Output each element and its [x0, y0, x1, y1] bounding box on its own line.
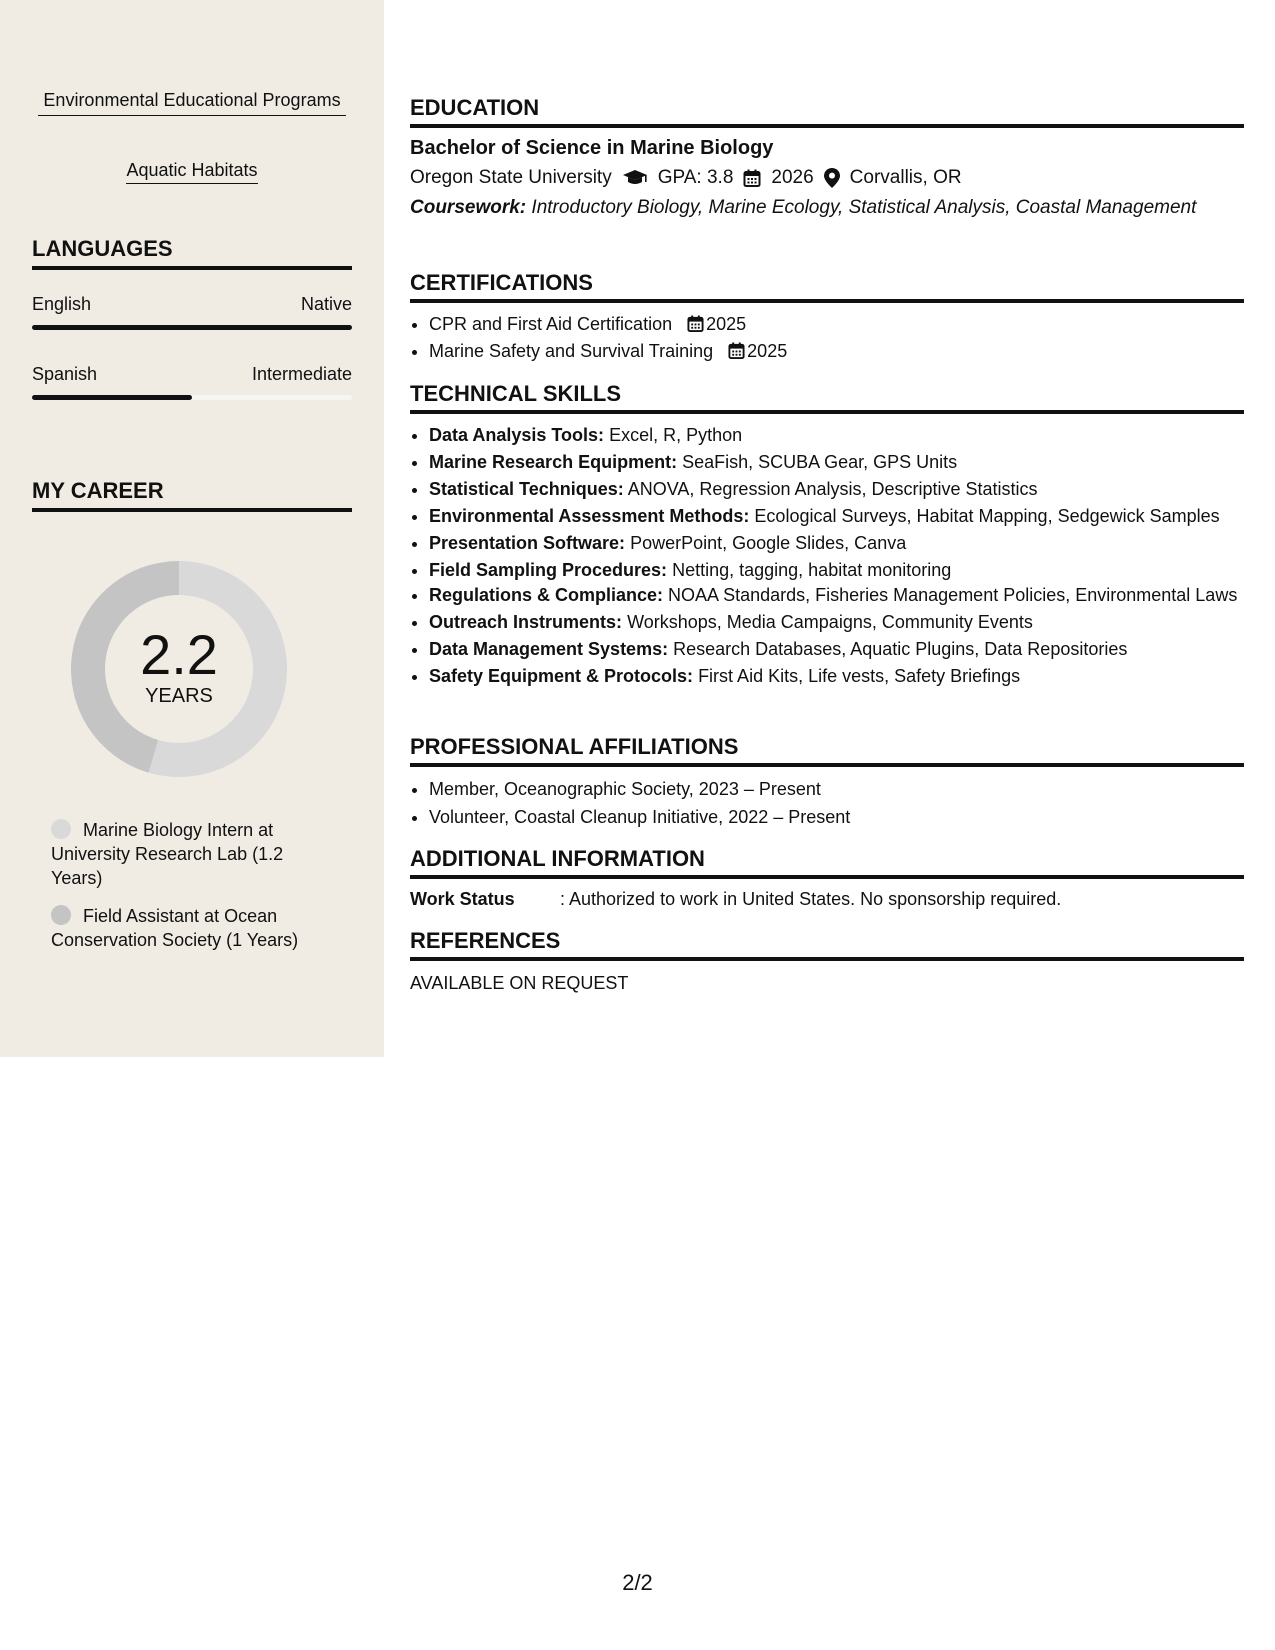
technical-skills-heading: TECHNICAL SKILLS [410, 381, 1244, 414]
additional-info-heading: ADDITIONAL INFORMATION [410, 846, 1244, 879]
career-donut-center [66, 556, 292, 782]
affiliation-item: • Member, Oceanographic Society, 2023 – Present [429, 775, 1244, 803]
skill-value: Excel, R, Python [609, 425, 743, 445]
skill-label: Statistical Techniques: [429, 478, 624, 499]
references-text: AVAILABLE ON REQUEST [410, 973, 629, 993]
legend-dot [51, 819, 71, 839]
certification-item [429, 338, 1244, 365]
skill-label: Environmental Assessment Methods: [429, 505, 750, 526]
affiliations-heading: PROFESSIONAL AFFILIATIONS [410, 734, 1244, 767]
skill-label: Data Analysis Tools: [429, 425, 605, 445]
career-legend-label: Marine Biology Intern at University Research Lab (1.2 Years) [51, 820, 284, 888]
affiliation-item: • Volunteer, Coastal Cleanup Initiative, 2022 – Present [429, 803, 1244, 831]
career-heading: MY CAREER [32, 478, 352, 512]
work-status-label: Work Status [410, 889, 515, 909]
skill-item [429, 557, 1244, 584]
work-status-row [410, 886, 1244, 913]
career-legend-item [51, 904, 331, 952]
career-legend-item [51, 818, 331, 890]
gpa: GPA: 3.8 [657, 167, 734, 188]
page-number: 2/2 [622, 1570, 653, 1595]
skill-item [429, 476, 1244, 503]
skill-label: Field Sampling Procedures: [429, 559, 668, 580]
certification-year: 2025 [747, 341, 788, 361]
certifications-list [410, 311, 1244, 365]
skill-label: Outreach Instruments: [429, 612, 623, 633]
language-proficiency-fill [32, 325, 352, 330]
skill-label: Regulations & Compliance: [429, 585, 664, 606]
technical-skills-list [410, 422, 1244, 690]
affiliations-list [410, 775, 1244, 831]
language-proficiency-bar [32, 395, 352, 400]
education-meta [410, 164, 1244, 191]
language-name: Spanish [32, 364, 98, 384]
skill-item [429, 609, 1244, 636]
coursework-list: Introductory Biology, Marine Ecology, Statistical Analysis, Coastal Management [531, 197, 1197, 218]
skill-value: Ecological Surveys, Habitat Mapping, Sedgewick Samples [754, 505, 1220, 526]
interest-label: Environmental Educational Programs [43, 90, 341, 110]
skill-item [429, 503, 1244, 530]
calendar-icon [728, 342, 745, 359]
skill-item [429, 583, 1244, 607]
location-pin-icon [824, 168, 840, 188]
interest-item [38, 88, 346, 116]
skill-label: Data Management Systems: [429, 639, 669, 660]
sidebar [0, 0, 384, 1057]
skill-value: NOAA Standards, Fisheries Management Policies, Environmental Laws [668, 585, 1238, 606]
skill-label: Safety Equipment & Protocols: [429, 666, 694, 687]
work-status-value: : Authorized to work in United States. No sponsorship required. [560, 889, 1062, 909]
language-proficiency-fill [32, 395, 192, 400]
skill-item [429, 449, 1244, 476]
language-level: Intermediate [251, 364, 352, 384]
coursework [410, 196, 1244, 220]
skill-label: Presentation Software: [429, 532, 626, 553]
school-location: Corvallis, OR [849, 167, 962, 188]
skill-label: Marine Research Equipment: [429, 451, 678, 472]
certification-name: CPR and First Aid Certification [429, 314, 673, 334]
skill-item [429, 422, 1244, 449]
language-name: English [32, 294, 92, 314]
certifications-heading: CERTIFICATIONS [410, 270, 1244, 303]
graduation-year: 2026 [771, 167, 814, 188]
career-years-unit: YEARS [145, 685, 213, 707]
school-name: Oregon State University [410, 167, 612, 188]
language-level: Native [300, 294, 352, 314]
calendar-icon [743, 169, 761, 187]
career-legend-label: Field Assistant at Ocean Conservation Society (1 Years) [51, 906, 299, 950]
skill-value: Netting, tagging, habitat monitoring [672, 559, 952, 580]
calendar-icon [687, 315, 704, 332]
skill-value: PowerPoint, Google Slides, Canva [630, 532, 907, 553]
skill-value: SeaFish, SCUBA Gear, GPS Units [682, 451, 958, 472]
language-row [32, 364, 352, 385]
skill-item [429, 663, 1244, 690]
coursework-label: Coursework: [410, 197, 527, 218]
languages-heading: LANGUAGES [32, 236, 352, 270]
skill-value: Workshops, Media Campaigns, Community Events [627, 612, 1033, 633]
education-heading: EDUCATION [410, 95, 1244, 128]
education-entry [410, 135, 1244, 220]
certification-item [429, 311, 1244, 338]
interest-item [38, 158, 346, 184]
certification-year: 2025 [706, 314, 747, 334]
certification-name: Marine Safety and Survival Training [429, 341, 714, 361]
references-heading: REFERENCES [410, 928, 1244, 961]
interest-divider [38, 115, 346, 116]
language-proficiency-bar [32, 325, 352, 330]
interest-label: Aquatic Habitats [126, 158, 257, 184]
skill-item [429, 636, 1244, 663]
skill-item [429, 530, 1244, 557]
graduation-cap-icon [622, 169, 648, 187]
degree-title: Bachelor of Science in Marine Biology [410, 137, 774, 159]
career-total-years: 2.2 [140, 623, 218, 686]
career-donut-chart [66, 556, 292, 782]
skill-value: Research Databases, Aquatic Plugins, Data Repositories [673, 639, 1128, 660]
skill-value: ANOVA, Regression Analysis, Descriptive Statistics [627, 478, 1038, 499]
skill-value: First Aid Kits, Life vests, Safety Briefings [698, 666, 1021, 687]
legend-dot [51, 905, 71, 925]
language-row [32, 294, 352, 315]
